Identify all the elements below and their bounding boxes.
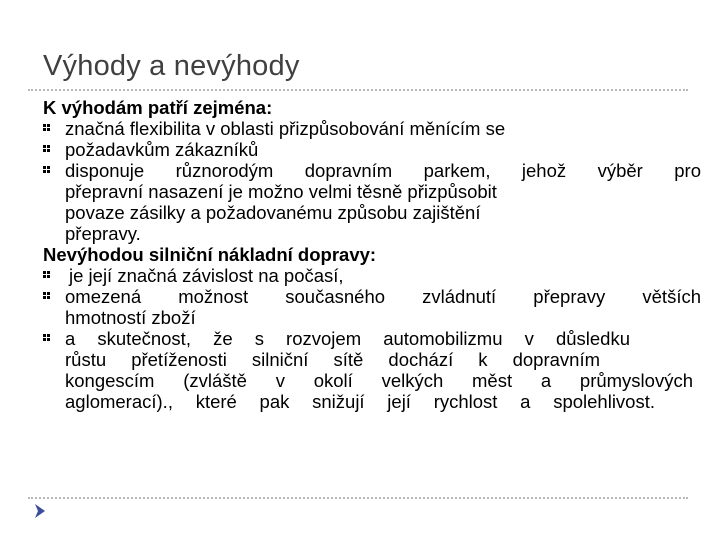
slide-content xyxy=(43,97,703,412)
square-bullet-icon xyxy=(43,334,51,344)
disadvantages-heading: Nevýhodou silniční nákladní dopravy: xyxy=(43,244,377,265)
item-line: a skutečnost, že s rozvojem automobilizmu v důsledku xyxy=(65,328,630,349)
advantages-heading: K výhodám patří zejména: xyxy=(43,97,273,118)
item-line: požadavkům zákazníků xyxy=(65,139,259,160)
square-bullet-icon xyxy=(43,124,51,134)
item-line: aglomerací)., které pak snižují její rychlost a spolehlivost. xyxy=(65,391,655,412)
title-divider xyxy=(28,89,688,91)
square-bullet-icon xyxy=(43,271,51,281)
item-line: povaze zásilky a požadovanému způsobu zajištění xyxy=(65,202,481,223)
item-line: růstu přetíženosti silniční sítě dochází k dopravním xyxy=(65,349,600,370)
item-line: kongescím (zvláště v okolí velkých měst a průmyslových xyxy=(65,370,693,391)
item-line: omezená možnost současného zvládnutí přepravy větších xyxy=(65,286,701,307)
list-item xyxy=(43,139,701,160)
square-bullet-icon xyxy=(43,145,51,155)
list-item xyxy=(43,286,701,328)
item-line: je její značná závislost na počasí, xyxy=(69,265,344,286)
footer-divider xyxy=(28,497,688,499)
list-item xyxy=(43,160,701,244)
square-bullet-icon xyxy=(43,166,51,176)
list-item xyxy=(43,118,701,139)
nav-arrow-icon[interactable] xyxy=(33,503,47,519)
list-item xyxy=(43,265,701,286)
list-item xyxy=(43,328,701,412)
item-line: disponuje různorodým dopravním parkem, jehož výběr pro xyxy=(65,160,701,181)
item-line: hmotností zboží xyxy=(65,307,196,328)
square-bullet-icon xyxy=(43,292,51,302)
slide-title: Výhody a nevýhody xyxy=(43,50,300,82)
item-line: přepravní nasazení je možno velmi těsně přizpůsobit xyxy=(65,181,497,202)
item-line: přepravy. xyxy=(65,223,141,244)
item-line: značná flexibilita v oblasti přizpůsobování měnícím se xyxy=(65,118,506,139)
